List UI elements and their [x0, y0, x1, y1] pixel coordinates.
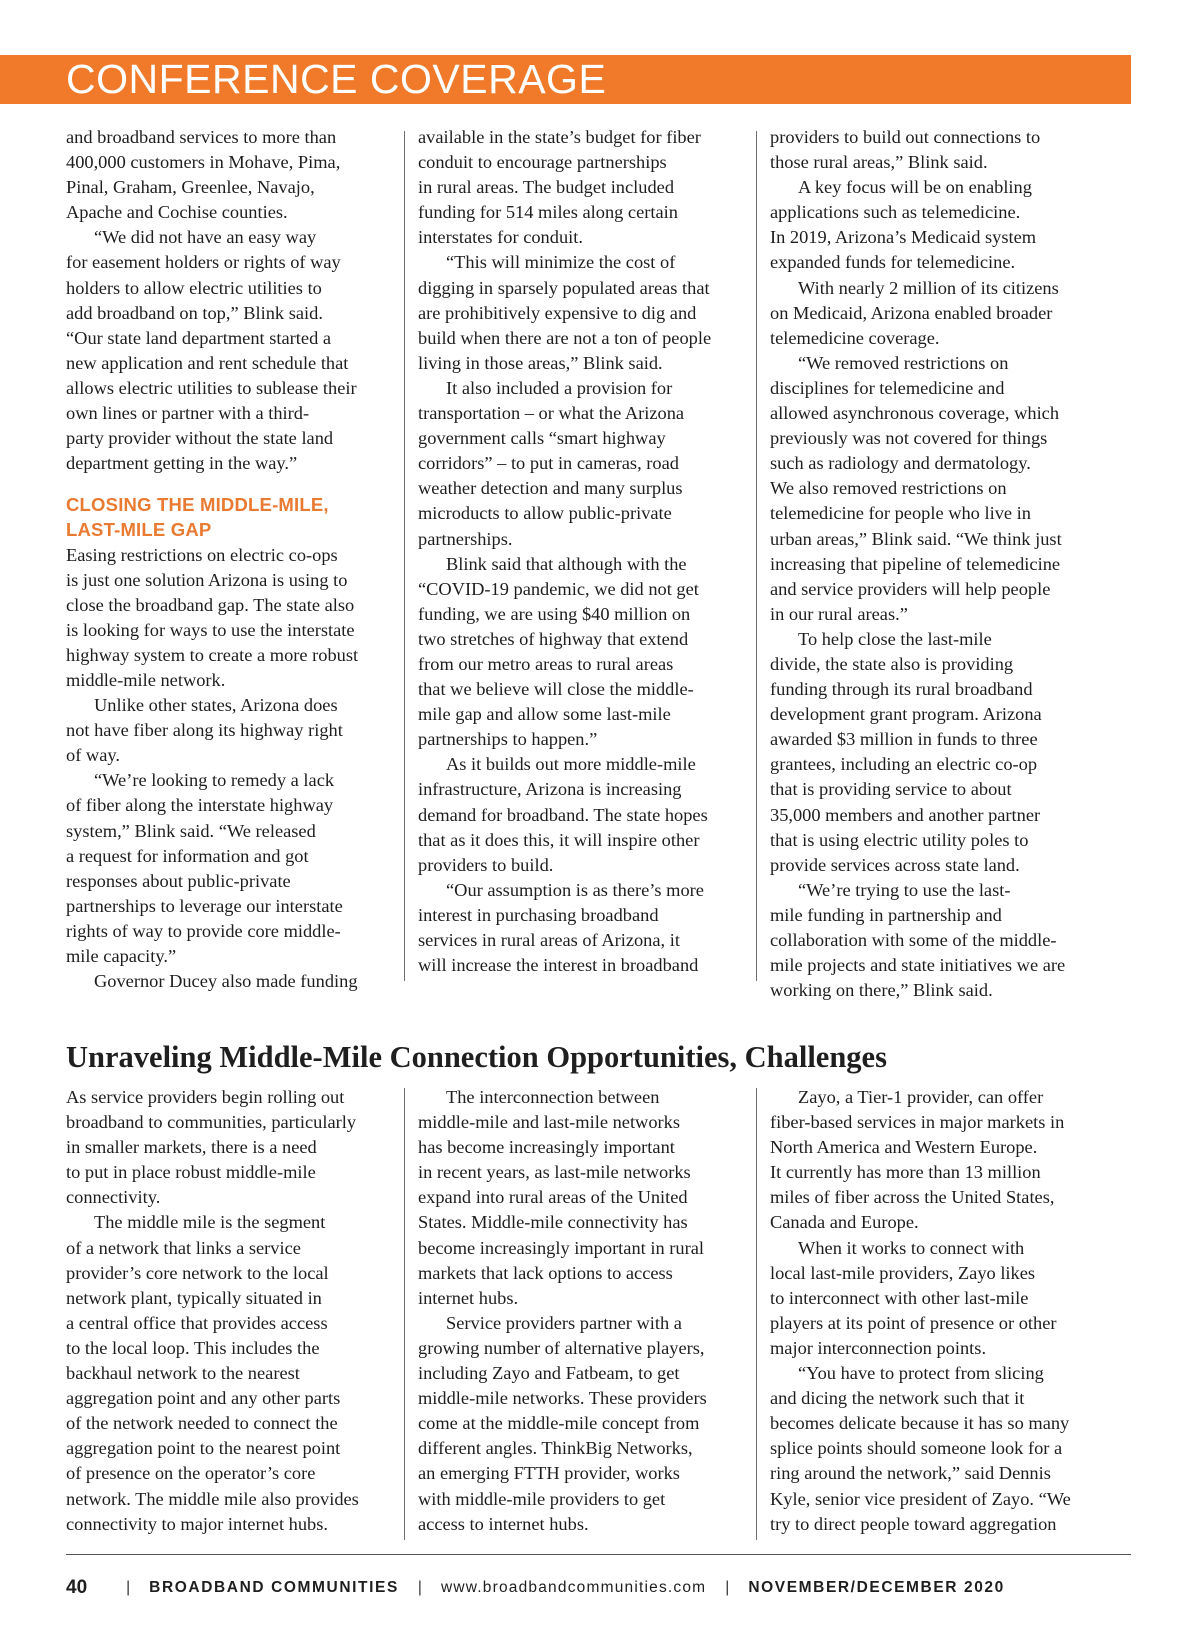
text-line: for easement holders or rights of way	[66, 252, 341, 273]
text-line: holders to allow electric utilities to	[66, 277, 322, 298]
text-line: To help close the last-mile	[798, 628, 992, 649]
text-line: that is providing service to about	[770, 779, 1012, 800]
text-line: It also included a provision for	[446, 377, 673, 398]
text-line: a central office that provides access	[66, 1312, 328, 1333]
text-line: partnerships to happen.”	[418, 729, 598, 750]
text-line: middle-mile network.	[66, 669, 226, 690]
section-banner	[0, 55, 1131, 104]
text-line: Governor Ducey also made funding	[94, 971, 358, 992]
text-line: that we believe will close the middle-	[418, 679, 694, 700]
text-line: States. Middle-mile connectivity has	[418, 1212, 688, 1233]
text-line: of fiber along the interstate highway	[66, 795, 334, 816]
text-line: conduit to encourage partnerships	[418, 152, 667, 173]
article2-column-2	[418, 1085, 707, 1537]
text-line: When it works to connect with	[798, 1237, 1025, 1258]
text-line: “Our state land department started a	[66, 327, 332, 348]
text-line: services in rural areas of Arizona, it	[418, 930, 680, 950]
magazine-url[interactable]: www.broadbandcommunities.com	[440, 1579, 707, 1596]
text-line: a request for information and got	[66, 845, 309, 866]
text-line: “Our assumption is as there’s more	[446, 879, 704, 900]
page-number: 40	[66, 1577, 88, 1598]
text-line: With nearly 2 million of its citizens	[798, 277, 1059, 298]
text-line: responses about public-private	[66, 870, 291, 891]
text-line: partnerships to leverage our interstate	[66, 895, 343, 916]
text-line: North America and Western Europe.	[770, 1137, 1038, 1158]
spacer	[66, 476, 358, 492]
text-line: “We’re looking to remedy a lack	[94, 770, 335, 791]
text-line: The middle mile is the segment	[94, 1212, 326, 1233]
text-line: including Zayo and Fatbeam, to get	[418, 1363, 680, 1384]
text-line: middle-mile and last-mile networks	[418, 1112, 681, 1133]
text-line: access to internet hubs.	[418, 1513, 589, 1534]
text-line: digging in sparsely populated areas that	[418, 277, 710, 298]
text-line: become increasingly important in rural	[418, 1237, 704, 1258]
text-line: broadband to communities, particularly	[66, 1112, 357, 1133]
text-line: network. The middle mile also provides	[66, 1488, 359, 1509]
text-line: allows electric utilities to sublease their	[66, 377, 357, 398]
text-line: microducts to allow public-private	[418, 503, 672, 524]
text-line: two stretches of highway that extend	[418, 628, 689, 649]
text-line: providers to build.	[418, 854, 554, 875]
text-line: As it builds out more middle-mile	[446, 754, 696, 775]
text-line: splice points should someone look for a	[770, 1438, 1063, 1459]
text-line: to put in place robust middle-mile	[66, 1162, 316, 1183]
text-line: partnerships.	[418, 528, 513, 549]
text-line: local last-mile providers, Zayo likes	[770, 1262, 1036, 1283]
text-line: highway system to create a more robust	[66, 644, 359, 665]
article1-column-2	[418, 125, 711, 978]
text-line: add broadband on top,” Blink said.	[66, 302, 323, 323]
text-line: is just one solution Arizona is using to	[66, 569, 348, 590]
text-line: not have fiber along its highway right	[66, 720, 343, 741]
text-line: telemedicine for people who live in	[770, 503, 1031, 524]
text-line: rights of way to provide core middle-	[66, 920, 341, 941]
text-line: previously was not covered for things	[770, 428, 1048, 449]
text-line: middle-mile networks. These providers	[418, 1388, 707, 1409]
text-line: fiber-based services in major markets in	[770, 1112, 1065, 1133]
text-line: ring around the network,” said Dennis	[770, 1463, 1051, 1484]
article1-column-1	[66, 125, 358, 994]
column-divider	[756, 131, 757, 981]
text-line: that as it does this, it will inspire other	[418, 829, 700, 850]
text-line: mile projects and state initiatives we are	[770, 955, 1066, 976]
text-line: will increase the interest in broadband	[418, 955, 699, 976]
text-line: and service providers will help people	[770, 578, 1051, 599]
text-line: provide services across state land.	[770, 854, 1020, 875]
text-line: such as radiology and dermatology.	[770, 453, 1031, 474]
article1-column-3	[770, 125, 1065, 1003]
text-line: 400,000 customers in Mohave, Pima,	[66, 152, 341, 173]
subheading-line: LAST-MILE GAP	[66, 519, 212, 541]
text-line: expanded funds for telemedicine.	[770, 252, 1016, 273]
text-line: allowed asynchronous coverage, which	[770, 403, 1060, 424]
text-line: corridors” – to put in cameras, road	[418, 453, 679, 474]
text-line: Canada and Europe.	[770, 1212, 919, 1233]
text-line: Blink said that although with the	[446, 553, 687, 574]
text-line: own lines or partner with a third-	[66, 403, 310, 424]
text-line: government calls “smart highway	[418, 428, 666, 449]
text-line: “COVID-19 pandemic, we did not get	[418, 578, 699, 599]
text-line: expand into rural areas of the United	[418, 1187, 688, 1208]
subheading-line: CLOSING THE MIDDLE-MILE,	[66, 494, 329, 516]
text-line: available in the state’s budget for fiber	[418, 127, 701, 147]
text-line: As service providers begin rolling out	[66, 1087, 345, 1107]
text-line: miles of fiber across the United States,	[770, 1187, 1055, 1208]
text-line: It currently has more than 13 million	[770, 1162, 1041, 1183]
text-line: telemedicine coverage.	[770, 327, 940, 348]
column-divider	[756, 1088, 757, 1540]
text-line: provider’s core network to the local	[66, 1262, 329, 1283]
text-line: network plant, typically situated in	[66, 1287, 322, 1308]
issue-date: NOVEMBER/DECEMBER 2020	[748, 1579, 1005, 1596]
footer-rule	[66, 1554, 1131, 1555]
article2-column-3	[770, 1085, 1071, 1537]
text-line: of a network that links a service	[66, 1237, 301, 1258]
article2-column-1	[66, 1085, 359, 1537]
column-divider	[404, 1088, 405, 1540]
text-line: “We removed restrictions on	[798, 352, 1009, 373]
text-line: infrastructure, Arizona is increasing	[418, 779, 682, 800]
text-line: in smaller markets, there is a need	[66, 1137, 317, 1158]
text-line: weather detection and many surplus	[418, 478, 683, 499]
text-line: on Medicaid, Arizona enabled broader	[770, 302, 1053, 323]
text-line: Service providers partner with a	[446, 1312, 682, 1333]
text-line: transportation – or what the Arizona	[418, 403, 685, 424]
text-line: mile funding in partnership and	[770, 904, 1002, 925]
text-line: awarded $3 million in funds to three	[770, 729, 1038, 750]
text-line: connectivity.	[66, 1187, 161, 1208]
text-line: “We did not have an easy way	[94, 227, 317, 248]
text-line: markets that lack options to access	[418, 1262, 673, 1283]
text-line: an emerging FTTH provider, works	[418, 1463, 680, 1484]
text-line: mile capacity.”	[66, 946, 177, 966]
text-line: party provider without the state land	[66, 428, 334, 449]
text-line: and dicing the network such that it	[770, 1388, 1025, 1409]
text-line: major interconnection points.	[770, 1337, 987, 1358]
text-line: aggregation point and any other parts	[66, 1388, 341, 1409]
text-line: A key focus will be on enabling	[798, 177, 1032, 198]
text-line: mile gap and allow some last-mile	[418, 704, 671, 725]
article-headline: Unraveling Middle-Mile Connection Opportunities, Challenges	[66, 1040, 887, 1074]
text-line: interstates for conduit.	[418, 227, 583, 248]
text-line: in rural areas. The budget included	[418, 177, 675, 198]
text-line: build when there are not a ton of people	[418, 327, 712, 348]
text-line: to interconnect with other last-mile	[770, 1287, 1029, 1308]
text-line: The interconnection between	[446, 1087, 660, 1107]
text-line: connectivity to major internet hubs.	[66, 1513, 329, 1534]
footer-separator: |	[126, 1579, 131, 1596]
text-line: department getting in the way.”	[66, 453, 298, 474]
text-line: Pinal, Graham, Greenlee, Navajo,	[66, 177, 315, 198]
text-line: that is using electric utility poles to	[770, 829, 1029, 850]
text-line: different angles. ThinkBig Networks,	[418, 1438, 693, 1459]
text-line: players at its point of presence or other	[770, 1312, 1057, 1333]
text-line: working on there,” Blink said.	[770, 980, 993, 1001]
text-line: Zayo, a Tier-1 provider, can offer	[798, 1087, 1044, 1107]
text-line: are prohibitively expensive to dig and	[418, 302, 697, 323]
text-line: has become increasingly important	[418, 1137, 675, 1158]
text-line: from our metro areas to rural areas	[418, 653, 674, 674]
text-line: Easing restrictions on electric co-ops	[66, 544, 338, 565]
text-line: those rural areas,” Blink said.	[770, 152, 988, 173]
text-line: living in those areas,” Blink said.	[418, 352, 663, 373]
text-line: with middle-mile providers to get	[418, 1488, 666, 1509]
text-line: is looking for ways to use the interstate	[66, 619, 355, 640]
text-line: try to direct people toward aggregation	[770, 1513, 1057, 1534]
text-line: system,” Blink said. “We released	[66, 820, 316, 841]
text-line: increasing that pipeline of telemedicine	[770, 553, 1061, 574]
text-line: funding through its rural broadband	[770, 679, 1033, 700]
text-line: disciplines for telemedicine and	[770, 377, 1005, 398]
text-line: collaboration with some of the middle-	[770, 930, 1057, 950]
text-line: growing number of alternative players,	[418, 1337, 705, 1358]
text-line: close the broadband gap. The state also	[66, 594, 355, 615]
text-line: and broadband services to more than	[66, 127, 337, 147]
column-divider	[404, 131, 405, 981]
text-line: divide, the state also is providing	[770, 653, 1014, 674]
footer-separator: |	[417, 1579, 422, 1596]
text-line: of the network needed to connect the	[66, 1413, 338, 1434]
text-line: aggregation point to the nearest point	[66, 1438, 341, 1459]
text-line: funding for 514 miles along certain	[418, 202, 678, 223]
section-banner-title: CONFERENCE COVERAGE	[66, 56, 607, 102]
text-line: interest in purchasing broadband	[418, 904, 659, 925]
text-line: of way.	[66, 745, 120, 766]
text-line: urban areas,” Blink said. “We think just	[770, 528, 1062, 549]
text-line: in our rural areas.”	[770, 603, 908, 624]
text-line: backhaul network to the nearest	[66, 1363, 300, 1384]
text-line: in recent years, as last-mile networks	[418, 1162, 691, 1183]
text-line: demand for broadband. The state hopes	[418, 804, 708, 825]
text-line: to the local loop. This includes the	[66, 1337, 320, 1358]
magazine-name: BROADBAND COMMUNITIES	[149, 1579, 399, 1596]
text-line: development grant program. Arizona	[770, 704, 1042, 725]
text-line: Apache and Cochise counties.	[66, 202, 288, 223]
text-line: Kyle, senior vice president of Zayo. “We	[770, 1488, 1071, 1509]
text-line: of presence on the operator’s core	[66, 1463, 316, 1484]
text-line: internet hubs.	[418, 1287, 519, 1308]
text-line: applications such as telemedicine.	[770, 202, 1021, 223]
text-line: funding, we are using $40 million on	[418, 603, 691, 624]
text-line: We also removed restrictions on	[770, 478, 1007, 499]
text-line: providers to build out connections to	[770, 127, 1041, 147]
text-line: Unlike other states, Arizona does	[94, 695, 338, 716]
text-line: 35,000 members and another partner	[770, 804, 1041, 825]
text-line: “This will minimize the cost of	[446, 252, 676, 273]
page-footer	[66, 1576, 1005, 1600]
text-line: come at the middle-mile concept from	[418, 1413, 700, 1434]
text-line: becomes delicate because it has so many	[770, 1413, 1070, 1434]
footer-separator: |	[725, 1579, 730, 1596]
text-line: “We’re trying to use the last-	[798, 879, 1011, 900]
text-line: grantees, including an electric co-op	[770, 754, 1038, 775]
text-line: In 2019, Arizona’s Medicaid system	[770, 227, 1037, 248]
text-line: “You have to protect from slicing	[798, 1363, 1044, 1384]
text-line: new application and rent schedule that	[66, 352, 349, 373]
